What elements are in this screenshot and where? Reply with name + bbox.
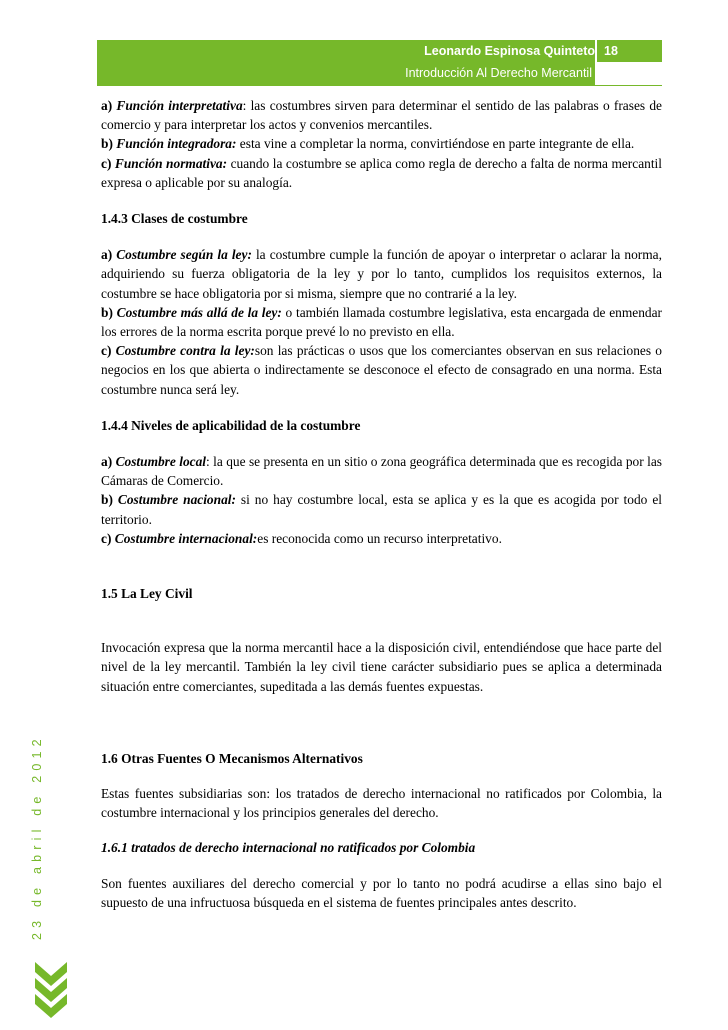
funcion-interpretativa <box>101 96 662 134</box>
page-header <box>97 40 662 86</box>
item-term: Costumbre contra la ley: <box>115 343 255 359</box>
costumbre-segun-ley <box>101 245 662 303</box>
item-letter: b) <box>101 136 113 152</box>
paragraph-tratados: Son fuentes auxiliares del derecho comercial y por lo tanto no podrá acudirse a ellas sino bajo el supuesto de una infructuosa búsqueda en el sistema de fuentes principales antes descrito. <box>101 875 662 910</box>
heading-1-4-3: 1.4.3 Clases de costumbre <box>101 211 248 227</box>
item-letter: b) <box>101 304 113 320</box>
item-term: Costumbre según la ley: <box>116 247 252 263</box>
item-letter: c) <box>101 530 112 546</box>
item-text: es reconocida como un recurso interpretativo. <box>257 530 502 546</box>
item-text: : las costumbres sirven para determinar el sentido de las palabras o frases de comercio y para interpretar los actos y convenios mercantiles. <box>101 98 662 133</box>
item-term: Función interpretativa <box>116 98 243 113</box>
page-number: 18 <box>604 44 618 58</box>
item-term: Costumbre más allá de la ley: <box>116 304 282 320</box>
item-text: esta vine a completar la norma, convirtiéndose en parte integrante de ella. <box>236 136 635 152</box>
item-letter: c) <box>101 155 112 171</box>
header-author: Leonardo Espinosa Quinteto <box>424 44 595 58</box>
heading-1-4-4: 1.4.4 Niveles de aplicabilidad de la costumbre <box>101 417 361 433</box>
item-term: Costumbre local <box>115 454 207 470</box>
item-letter: b) <box>101 492 113 508</box>
item-text: cuando la costumbre se aplica como regla de derecho a falta de norma mercantil expresa o aplicable por su analogía. <box>101 155 662 190</box>
header-subtitle: Introducción Al Derecho Mercantil <box>405 66 592 80</box>
item-term: Función normativa: <box>114 155 228 171</box>
side-date: 23 de abril de 2012 <box>30 734 44 940</box>
costumbre-internacional <box>101 529 662 548</box>
funcion-normativa <box>101 154 662 192</box>
paragraph-ley-civil: Invocación expresa que la norma mercantil hace a la disposición civil, entendiéndose que hace parte del nivel de la ley mercantil. También la ley civil tiene carácter subsidiario pues se aplica a determinada situación entre comerciantes, supeditada a las demás fuentes expuestas. <box>101 640 662 694</box>
item-letter: a) <box>101 98 113 113</box>
item-text: o también llamada costumbre legislativa, esta encargada de enmendar los errores de la norma escrita porque prevé lo no previsto en ella. <box>101 304 662 340</box>
page-body <box>101 96 662 912</box>
double-chevron-down-icon <box>33 960 69 1020</box>
costumbre-contra-ley <box>101 341 662 399</box>
costumbre-mas-alla-ley <box>101 303 662 341</box>
item-term: Costumbre nacional: <box>117 492 236 508</box>
item-text: la costumbre cumple la función de apoyar o interpretar o aclarar la norma, adquiriendo su fuerza obligatoria de la ley y por lo tanto, cumplidos los requisitos externos, la costumbre se hace obligatoria por si misma, siempre que no contrarié a la ley. <box>101 247 662 301</box>
item-letter: c) <box>101 343 112 359</box>
heading-1-6: 1.6 Otras Fuentes O Mecanismos Alternativos <box>101 750 363 766</box>
heading-1-6-1: 1.6.1 tratados de derecho internacional no ratificados por Colombia <box>101 840 476 856</box>
heading-1-5: 1.5 La Ley Civil <box>101 586 193 602</box>
item-letter: a) <box>101 454 113 470</box>
funcion-integradora <box>101 134 662 153</box>
item-text: son las prácticas o usos que los comerciantes observan en sus relaciones o negocios en los que abierta o indirectamente se desconoce el efecto de consagrado en una norma. Esta costumbre nunca será ley. <box>101 343 662 397</box>
item-text: si no hay costumbre local, esta se aplica y es la que es acogida por todo el territorio. <box>101 492 662 527</box>
costumbre-nacional <box>101 490 662 528</box>
costumbre-local <box>101 452 662 490</box>
item-letter: a) <box>101 247 113 263</box>
paragraph-otras-fuentes: Estas fuentes subsidiarias son: los tratados de derecho internacional no ratificados por Colombia, la costumbre internacional y los principios generales del derecho. <box>101 786 662 821</box>
item-term: Costumbre internacional: <box>114 530 258 546</box>
item-term: Función integradora: <box>116 136 237 152</box>
header-rule <box>97 85 662 86</box>
header-divider <box>595 40 597 86</box>
item-text: : la que se presenta en un sitio o zona geográfica determinada que es recogida por las Cámaras de Comercio. <box>101 454 662 489</box>
